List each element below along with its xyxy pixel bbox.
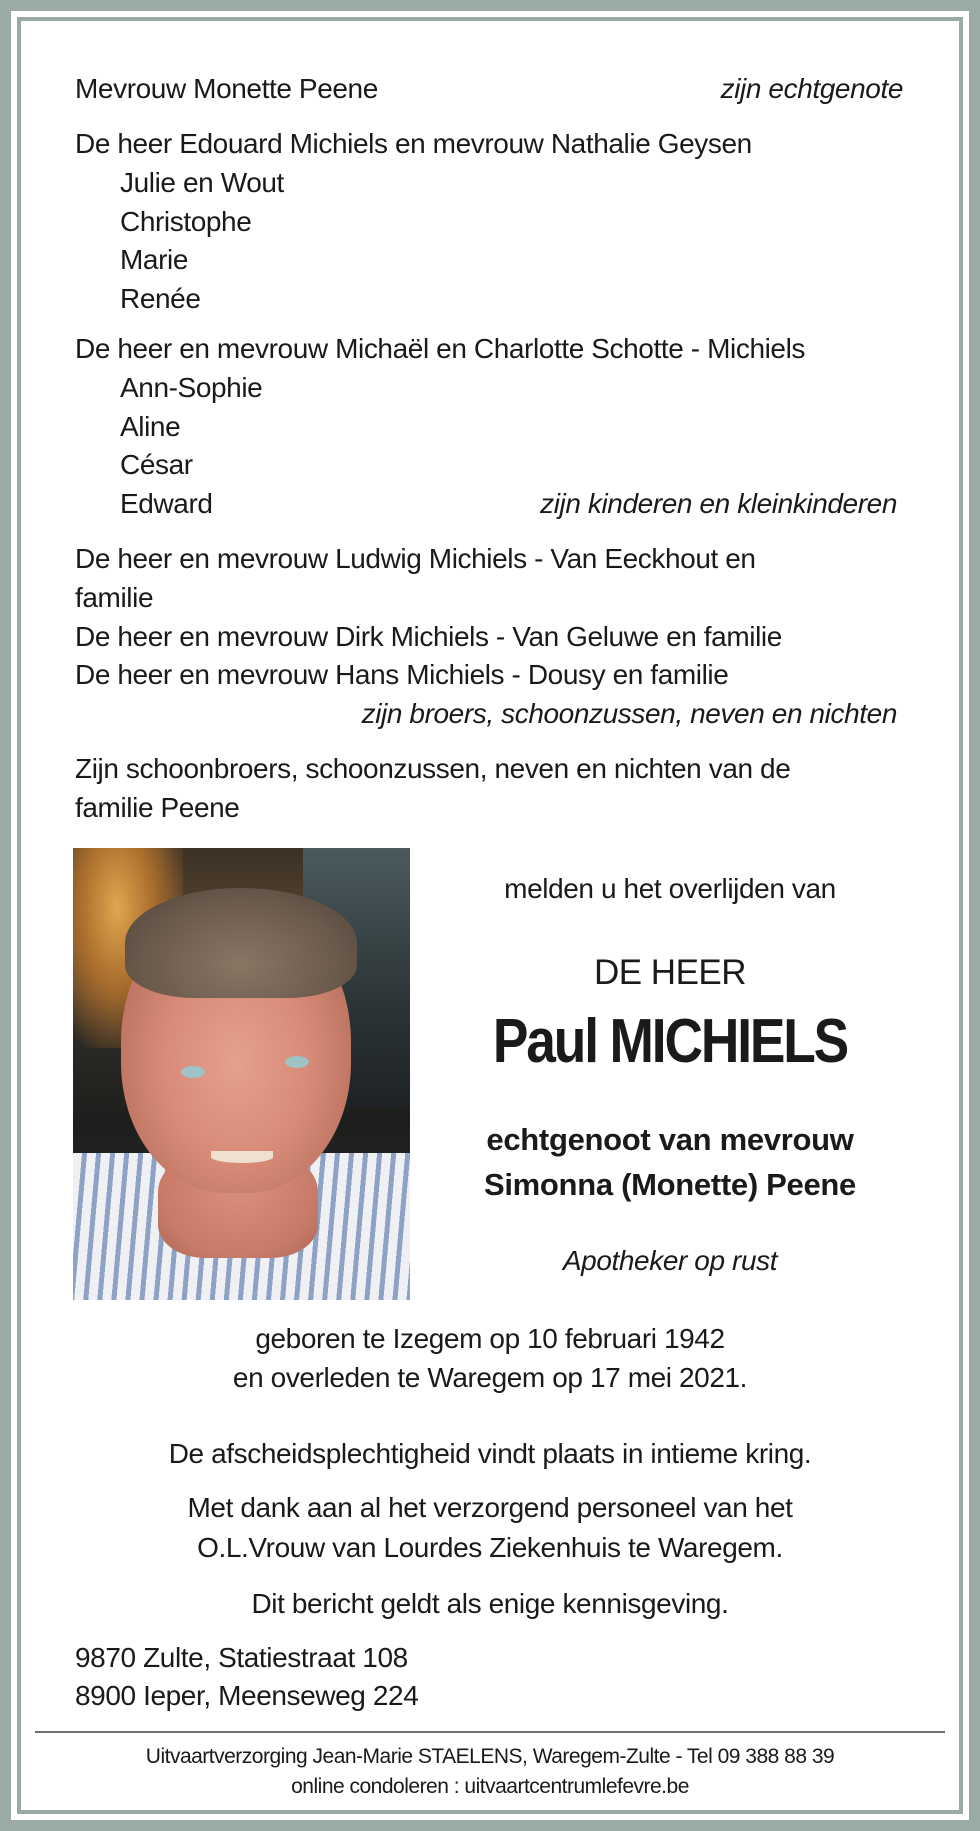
grandchild: Marie	[120, 244, 189, 275]
grandchild: Christophe	[120, 206, 252, 237]
photo-eye-left	[181, 1066, 205, 1078]
in-laws-line: Zijn schoonbroers, schoonzussen, neven en nichten van de	[75, 753, 791, 784]
announcement-intro: melden u het overlijden van	[504, 873, 836, 904]
footer-divider	[35, 1731, 945, 1733]
grandchild: Edward	[120, 488, 213, 519]
undertaker-info: Uitvaartverzorging Jean-Marie STAELENS, Waregem-Zulte - Tel 09 388 88 39	[145, 1745, 835, 1768]
death-line: en overleden te Waregem op 17 mei 2021.	[232, 1362, 748, 1393]
sibling-line: familie	[75, 582, 154, 613]
grandchild: César	[120, 449, 193, 480]
siblings-relation: zijn broers, schoonzussen, neven en nichten	[361, 698, 897, 729]
child-parents-2: De heer en mevrouw Michaël en Charlotte Schotte - Michiels	[75, 333, 806, 364]
in-laws-line: familie Peene	[75, 792, 240, 823]
ceremony-line: De afscheidsplechtigheid vindt plaats in intieme kring.	[168, 1438, 812, 1469]
birth-line: geboren te Izegem op 10 februari 1942	[255, 1323, 725, 1354]
photo-smile	[211, 1151, 273, 1163]
grandchild: Ann-Sophie	[120, 372, 263, 403]
honorific-title: DE HEER	[593, 953, 747, 992]
sibling-line: De heer en mevrouw Hans Michiels - Dousy en familie	[75, 659, 729, 690]
grandchild: Renée	[120, 283, 201, 314]
photo-eye-right	[285, 1056, 309, 1068]
deceased-name: Paul MICHIELS	[492, 1007, 848, 1076]
grandchild: Aline	[120, 411, 181, 442]
address-line: 8900 Ieper, Meenseweg 224	[75, 1680, 419, 1711]
sibling-line: De heer en mevrouw Dirk Michiels - Van Geluwe en familie	[75, 621, 782, 652]
photo-hair	[125, 888, 357, 998]
profession: Apotheker op rust	[562, 1245, 778, 1276]
sibling-line: De heer en mevrouw Ludwig Michiels - Van Eeckhout en	[75, 543, 756, 574]
spouse-relation: zijn echtgenote	[720, 73, 903, 104]
condolence-link[interactable]: online condoleren : uitvaartcentrumlefevre.be	[291, 1775, 689, 1798]
address-line: 9870 Zulte, Statiestraat 108	[75, 1642, 408, 1673]
child-parents-1: De heer Edouard Michiels en mevrouw Nathalie Geysen	[75, 128, 752, 159]
thanks-line-2: O.L.Vrouw van Lourdes Ziekenhuis te Waregem.	[197, 1532, 783, 1563]
thanks-line-1: Met dank aan al het verzorgend personeel van het	[187, 1492, 793, 1523]
grandchild: Julie en Wout	[120, 167, 284, 198]
children-relation: zijn kinderen en kleinkinderen	[540, 488, 897, 519]
spouse-name: Mevrouw Monette Peene	[75, 73, 378, 104]
spouse-line-1: echtgenoot van mevrouw	[486, 1122, 854, 1157]
notice-line: Dit bericht geldt als enige kennisgeving.	[251, 1588, 729, 1619]
spouse-line-2: Simonna (Monette) Peene	[483, 1167, 857, 1202]
portrait-photo	[73, 848, 410, 1300]
